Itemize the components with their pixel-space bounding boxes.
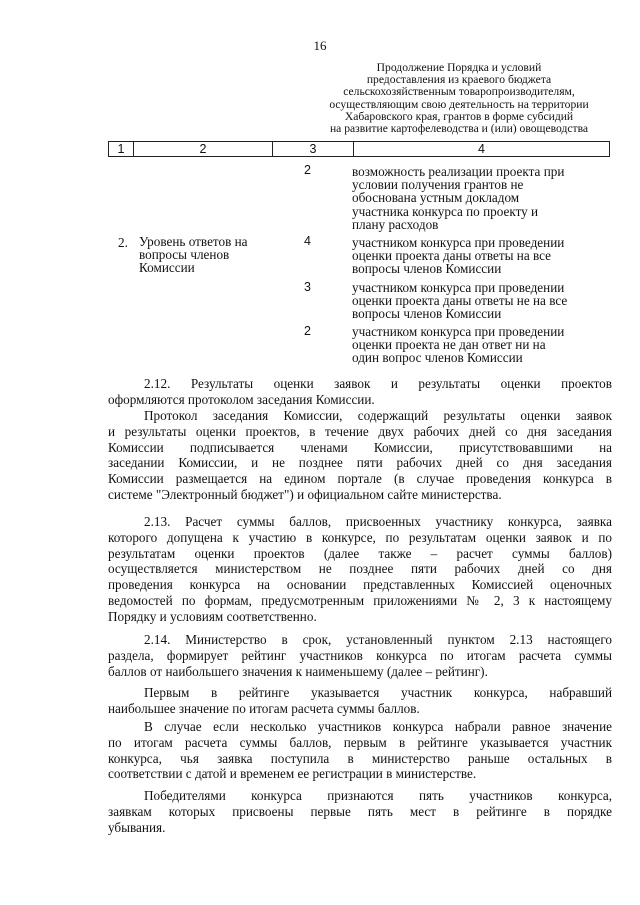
paragraph-winners: Победителями конкурса признаются пять участников конкурса, заявкам которых присвоены первые пять мест в рейтинге в порядке убывания.: [108, 788, 612, 835]
paragraph-2-14: 2.14. Министерство в срок, установленный пунктом 2.13 настоящего раздела, формирует рейтинг участников конкурса по итогам расчета суммы баллов от наибольшего значения к наименьшему (далее – рейтинг).: [108, 632, 612, 679]
row-score: 2: [304, 324, 311, 338]
table-column-numbers: [108, 141, 610, 157]
appendix-header: [300, 62, 618, 135]
row-score: 3: [304, 280, 311, 294]
header-line: осуществляющим свою деятельность на территории: [329, 97, 589, 111]
column-number-2: 2: [134, 142, 273, 156]
paragraph-2-12: 2.12. Результаты оценки заявок и результаты оценки проектов оформляются протоколом заседания Комиссии.: [108, 376, 612, 407]
header-line: предоставления из краевого бюджета: [366, 73, 552, 87]
column-number-3: 3: [273, 142, 354, 156]
header-line: сельскохозяйственным товаропроизводителям,: [343, 85, 575, 99]
row-description: участником конкурса при проведении оценки проекта не дан ответ ни на один вопрос членов Комиссии: [352, 324, 565, 366]
paragraph-2-13: 2.13. Расчет суммы баллов, присвоенных участнику конкурса, заявка которого допущена к участию в конкурсе, по результатам оценки заявок и по результатам оценки проектов (далее также – расчет суммы баллов) осуществляется министерством не позднее пяти рабочих дней со дня проведения конкурса на основании представленных Комиссией оценочных ведомостей по формам, предусмотренным приложениями № 2, 3 к настоящему Порядку и условиям соответственно.: [108, 514, 612, 624]
paragraph-protocol: Протокол заседания Комиссии, содержащий результаты оценки заявок и результаты оценки проектов, в течение двух рабочих дней со дня заседания Комиссии подписывается членами Комиссии, присутствовавшими на заседании Комиссии, и не позднее пяти рабочих дней со дня заседания Комиссии размещается на едином портале (в случае проведения конкурса в системе "Электронный бюджет") и официальном сайте министерства.: [108, 408, 612, 502]
header-line: на развитие картофелеводства и (или) овощеводства: [329, 122, 589, 136]
header-line: Продолжение Порядка и условий: [376, 61, 542, 74]
paragraph-first-in-rating: Первым в рейтинге указывается участник конкурса, набравший наибольшее значение по итогам расчета суммы баллов.: [108, 685, 612, 716]
paragraph-equal-scores: В случае если несколько участников конкурса набрали равное значение по итогам расчета суммы баллов, первым в рейтинге указывается участник конкурса, чья заявка поступила в министерство раньше остальных в соответствии с датой и временем ее регистрации в министерстве.: [108, 719, 612, 782]
header-line: Хабаровского края, грантов в форме субсидий: [344, 109, 574, 123]
row-description: возможность реализации проекта при условии получения грантов не обоснована устным докладом участника конкурса по проекту и плану расходов: [352, 164, 565, 232]
row-score: 2: [304, 163, 311, 177]
criterion-name: Уровень ответов на вопросы членов Комиссии: [139, 234, 248, 276]
row-description: участником конкурса при проведении оценки проекта даны ответы не на все вопросы членов Комиссии: [352, 280, 568, 322]
page-number: 16: [313, 38, 327, 53]
row-score: 4: [304, 234, 311, 248]
column-number-4: 4: [478, 142, 485, 156]
row-description: участником конкурса при проведении оценки проекта даны ответы на все вопросы членов Комиссии: [352, 235, 565, 277]
column-number-1: 1: [109, 142, 134, 156]
criterion-number: 2.: [118, 235, 128, 250]
